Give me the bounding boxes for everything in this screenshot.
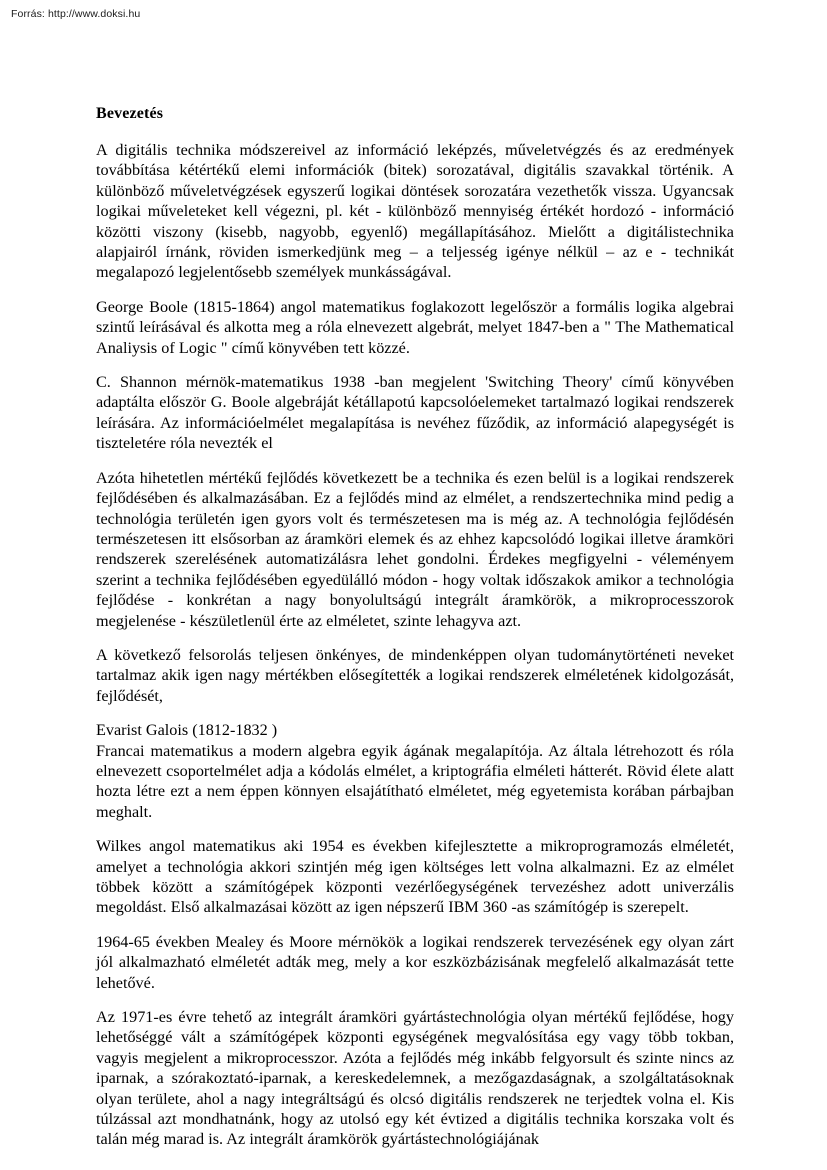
paragraph-list-intro: A következő felsorolás teljesen önkényes, de mindenképpen olyan tudománytörténeti neveket tartalmaz akik igen nagy mértékben elősegítették a logikai rendszerek elméletének kidolgozását, fejlődését, — [96, 645, 734, 705]
paragraph-wilkes: Wilkes angol matematikus aki 1954 es években kifejlesztette a mikroprogramozás elméletét, amelyet a technológia akkori szintjén még igen költséges lett volna alkalmazni. Ez az elmélet többek között a számítógépek központi vezérlőegységének tervezéshez adott univerzális megoldást. Első alkalmazásai között az igen népszerű IBM 360 -as számítógép is szerepelt. — [96, 837, 734, 917]
person-entry-galois — [96, 720, 734, 822]
paragraph-progress: Azóta hihetetlen mértékű fejlődés következett be a technika és ezen belül is a logikai rendszerek fejlődésében és alkalmazásában. Ez a fejlődés mind az elmélet, a rendszertechnika mind pedig a technológia területén igen gyors volt és természetesen ma is még az. A technológia fejlődésén természetesen itt elsősorban az áramköri elemek és az ehhez kapcsolódó logikai illetve áramköri rendszerek szerelésének automatizálásra lehet gondolni. Érdekes megfigyelni - véleményem szerint a technika fejlődésében egyedülálló módon - hogy voltak időszakok amikor a technológia fejlődése - konkrétan a nagy bonyolultságú integrált áramkörök, a mikroprocesszorok megjelenése - készületlenül érte az elméletet, szinte lehagyva azt. — [96, 468, 734, 630]
paragraph-integrated-circuits: Az 1971-es évre tehető az integrált áramköri gyártástechnológia olyan mértékű fejlődése, hogy lehetőséggé vált a számítógépek központi egységének megvalósítása egy vagy több tokban, vagyis megjelent a mikroprocesszor. Azóta a fejlődés még inkább felgyorsult és szinte nincs az iparnak, a szórakoztató-iparnak, a kereskedelemnek, a mezőgazdaságnak, a szolgáltatásoknak olyan területe, ahol a nagy integráltságú és olcsó digitális rendszerek ne terjedtek volna el. Kis túlzással azt mondhatnánk, hogy az utolsó egy két évtized a digitális technika korszaka volt és talán még marad is. Az integrált áramkörök gyártástechnológiájának — [96, 1008, 734, 1149]
document-text-column — [96, 104, 734, 1150]
person-description-galois: Francai matematikus a modern algebra egyik ágának megalapítója. Az általa létrehozott és róla elnevezett csoportelmélet adja a kódolás elmélet, a kriptográfia elméleti hátterét. Rövid élete alatt hozta létre ezt a nem éppen könnyen elsajátítható elméletet, még egyetemista korában párbajban meghalt. — [96, 741, 734, 821]
source-watermark: Forrás: http://www.doksi.hu — [11, 8, 141, 20]
paragraph-boole: George Boole (1815-1864) angol matematikus foglakozott legelőször a formális logika algebrai szintű leírásával és alkotta meg a róla elnevezett algebrát, melyet 1847-ben a " The Mathematical Analiysis of Logic " című könyvében tett közzé. — [96, 297, 734, 357]
paragraph-shannon: C. Shannon mérnök-matematikus 1938 -ban megjelent 'Switching Theory' című könyvében adaptálta először G. Boole algebráját kétállapotú kapcsolóelemeket tartalmazó logikai rendszerek leírására. Az információelmélet megalapítása is nevéhez fűződik, az információ alapegységét is tiszteletére róla nevezték el — [96, 373, 734, 453]
paragraph-mealey-moore: 1964-65 években Mealey és Moore mérnökök a logikai rendszerek tervezésének egy olyan zárt jól alkalmazható elméletét adták meg, mely a kor eszközbázisának megfelelő alkalmazását tette lehetővé. — [96, 932, 734, 992]
paragraph-intro: A digitális technika módszereivel az információ leképzés, műveletvégzés és az eredmények továbbítása kétértékű elemi információk (bitek) sorozatával, digitális szavakkal történik. A különböző műveletvégzések egyszerű logikai döntések sorozatára vezethetők vissza. Ugyancsak logikai műveleteket kell végezni, pl. két - különböző mennyiség értékét hordozó - információ közötti viszony (kisebb, nagyobb, egyenlő) megállapításához. Mielőtt a digitálistechnika alapjairól írnánk, röviden ismerkedjünk meg – a teljesség igénye nélkül – az e - technikát megalapozó legjelentősebb személyek munkásságával. — [96, 141, 734, 282]
person-name-galois: Evarist Galois (1812-1832 ) — [96, 721, 278, 740]
page-title: Bevezetés — [96, 105, 164, 122]
